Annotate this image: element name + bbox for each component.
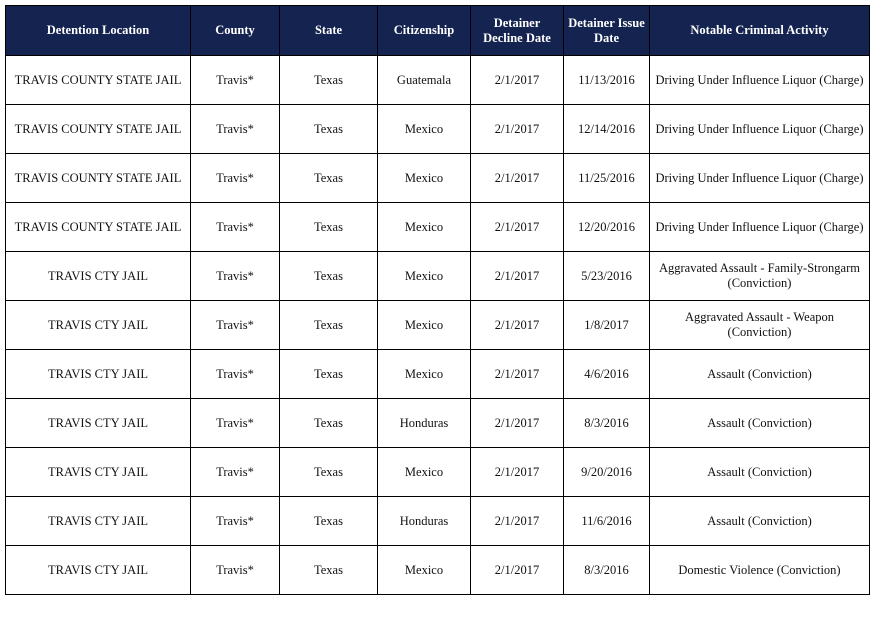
cell-detainer-issue-date: 12/20/2016 — [564, 203, 650, 252]
cell-state: Texas — [280, 350, 378, 399]
header-detainer-decline-date: Detainer Decline Date — [471, 6, 564, 56]
cell-notable-criminal-activity: Assault (Conviction) — [650, 350, 870, 399]
cell-detainer-decline-date: 2/1/2017 — [471, 252, 564, 301]
header-citizenship: Citizenship — [378, 6, 471, 56]
table-row — [6, 203, 870, 252]
cell-state: Texas — [280, 105, 378, 154]
cell-county: Travis* — [191, 203, 280, 252]
cell-detainer-decline-date: 2/1/2017 — [471, 203, 564, 252]
cell-citizenship: Mexico — [378, 154, 471, 203]
cell-detainer-issue-date: 5/23/2016 — [564, 252, 650, 301]
cell-notable-criminal-activity: Assault (Conviction) — [650, 399, 870, 448]
cell-citizenship: Mexico — [378, 301, 471, 350]
cell-detention-location: TRAVIS CTY JAIL — [6, 350, 191, 399]
cell-detainer-issue-date: 8/3/2016 — [564, 546, 650, 595]
cell-detainer-decline-date: 2/1/2017 — [471, 546, 564, 595]
cell-notable-criminal-activity: Aggravated Assault - Weapon (Conviction) — [650, 301, 870, 350]
cell-state: Texas — [280, 252, 378, 301]
cell-detention-location: TRAVIS COUNTY STATE JAIL — [6, 203, 191, 252]
cell-notable-criminal-activity: Driving Under Influence Liquor (Charge) — [650, 56, 870, 105]
cell-county: Travis* — [191, 546, 280, 595]
cell-notable-criminal-activity: Assault (Conviction) — [650, 497, 870, 546]
cell-notable-criminal-activity: Driving Under Influence Liquor (Charge) — [650, 203, 870, 252]
cell-citizenship: Mexico — [378, 546, 471, 595]
cell-notable-criminal-activity: Domestic Violence (Conviction) — [650, 546, 870, 595]
cell-state: Texas — [280, 154, 378, 203]
table-row — [6, 154, 870, 203]
table-row — [6, 497, 870, 546]
cell-citizenship: Guatemala — [378, 56, 471, 105]
cell-county: Travis* — [191, 301, 280, 350]
detainer-table — [5, 5, 870, 595]
header-row — [6, 6, 870, 56]
table-row — [6, 350, 870, 399]
cell-detainer-decline-date: 2/1/2017 — [471, 105, 564, 154]
cell-state: Texas — [280, 56, 378, 105]
cell-notable-criminal-activity: Driving Under Influence Liquor (Charge) — [650, 105, 870, 154]
cell-citizenship: Honduras — [378, 399, 471, 448]
cell-detention-location: TRAVIS CTY JAIL — [6, 252, 191, 301]
cell-state: Texas — [280, 546, 378, 595]
cell-detention-location: TRAVIS COUNTY STATE JAIL — [6, 105, 191, 154]
cell-detainer-decline-date: 2/1/2017 — [471, 399, 564, 448]
table-header — [6, 6, 870, 56]
cell-citizenship: Mexico — [378, 350, 471, 399]
cell-county: Travis* — [191, 56, 280, 105]
table-body — [6, 56, 870, 595]
cell-detainer-decline-date: 2/1/2017 — [471, 497, 564, 546]
cell-citizenship: Mexico — [378, 448, 471, 497]
cell-notable-criminal-activity: Assault (Conviction) — [650, 448, 870, 497]
cell-detention-location: TRAVIS CTY JAIL — [6, 497, 191, 546]
cell-citizenship: Mexico — [378, 203, 471, 252]
cell-detainer-decline-date: 2/1/2017 — [471, 154, 564, 203]
cell-county: Travis* — [191, 497, 280, 546]
table-row — [6, 448, 870, 497]
cell-detainer-issue-date: 8/3/2016 — [564, 399, 650, 448]
cell-detainer-issue-date: 1/8/2017 — [564, 301, 650, 350]
header-county: County — [191, 6, 280, 56]
cell-detainer-issue-date: 4/6/2016 — [564, 350, 650, 399]
cell-detainer-decline-date: 2/1/2017 — [471, 301, 564, 350]
table-row — [6, 252, 870, 301]
table-row — [6, 301, 870, 350]
header-detention-location: Detention Location — [6, 6, 191, 56]
cell-detainer-issue-date: 9/20/2016 — [564, 448, 650, 497]
cell-detainer-issue-date: 12/14/2016 — [564, 105, 650, 154]
cell-state: Texas — [280, 497, 378, 546]
cell-detention-location: TRAVIS CTY JAIL — [6, 448, 191, 497]
header-detainer-issue-date: Detainer Issue Date — [564, 6, 650, 56]
header-notable-criminal-activity: Notable Criminal Activity — [650, 6, 870, 56]
cell-county: Travis* — [191, 154, 280, 203]
cell-county: Travis* — [191, 252, 280, 301]
cell-state: Texas — [280, 399, 378, 448]
cell-detainer-decline-date: 2/1/2017 — [471, 350, 564, 399]
cell-citizenship: Mexico — [378, 105, 471, 154]
cell-citizenship: Mexico — [378, 252, 471, 301]
cell-detention-location: TRAVIS COUNTY STATE JAIL — [6, 56, 191, 105]
table-row — [6, 56, 870, 105]
cell-citizenship: Honduras — [378, 497, 471, 546]
cell-county: Travis* — [191, 350, 280, 399]
cell-detainer-issue-date: 11/25/2016 — [564, 154, 650, 203]
cell-detainer-decline-date: 2/1/2017 — [471, 448, 564, 497]
header-state: State — [280, 6, 378, 56]
cell-county: Travis* — [191, 448, 280, 497]
detainer-table-container — [5, 5, 869, 595]
cell-detainer-issue-date: 11/13/2016 — [564, 56, 650, 105]
cell-detention-location: TRAVIS CTY JAIL — [6, 301, 191, 350]
cell-detainer-decline-date: 2/1/2017 — [471, 56, 564, 105]
cell-detention-location: TRAVIS CTY JAIL — [6, 399, 191, 448]
cell-state: Texas — [280, 301, 378, 350]
cell-detainer-issue-date: 11/6/2016 — [564, 497, 650, 546]
cell-county: Travis* — [191, 105, 280, 154]
cell-notable-criminal-activity: Driving Under Influence Liquor (Charge) — [650, 154, 870, 203]
cell-state: Texas — [280, 448, 378, 497]
cell-state: Texas — [280, 203, 378, 252]
cell-county: Travis* — [191, 399, 280, 448]
table-row — [6, 105, 870, 154]
cell-notable-criminal-activity: Aggravated Assault - Family-Strongarm (Conviction) — [650, 252, 870, 301]
cell-detention-location: TRAVIS CTY JAIL — [6, 546, 191, 595]
cell-detention-location: TRAVIS COUNTY STATE JAIL — [6, 154, 191, 203]
table-row — [6, 546, 870, 595]
table-row — [6, 399, 870, 448]
